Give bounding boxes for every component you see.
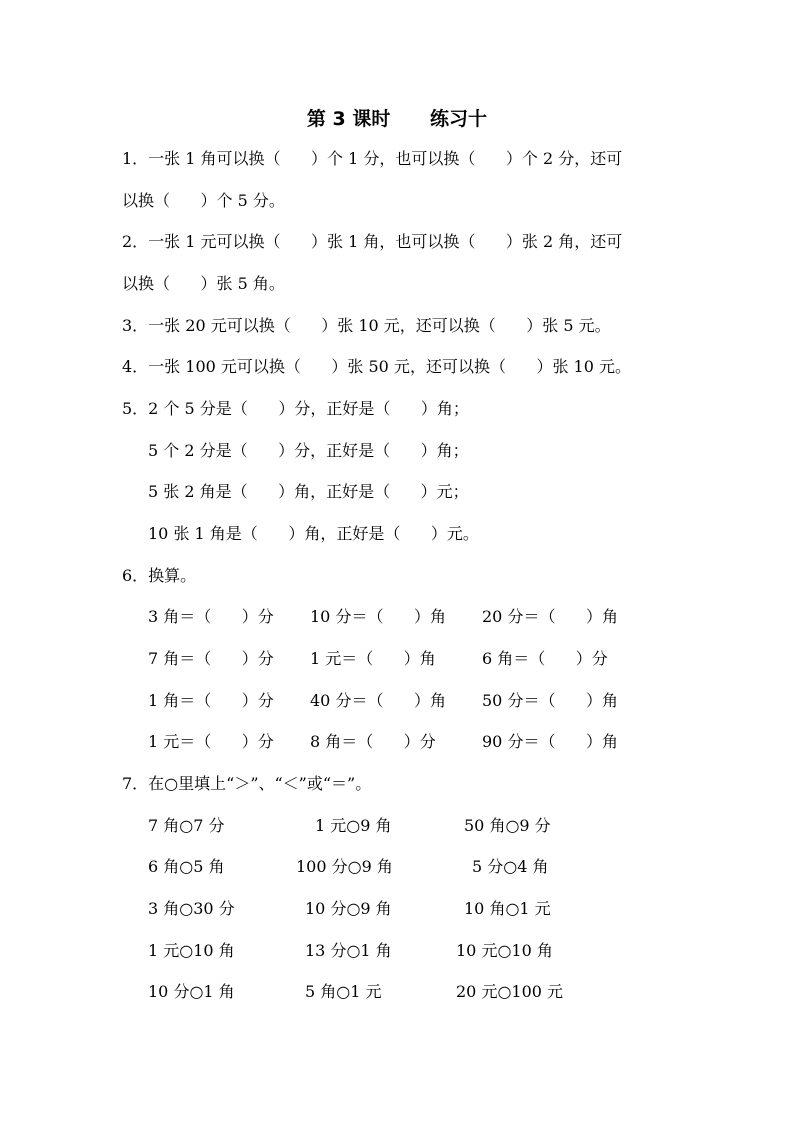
conversion-item: 40 分＝（ ）角 — [310, 691, 446, 710]
compare-item: 7 角○7 分 — [148, 816, 225, 835]
compare-item: 10 元○10 角 — [456, 941, 553, 960]
question-line: 以换（ ）个 5 分。 — [122, 191, 285, 210]
compare-item: 1 元○9 角 — [315, 816, 392, 835]
compare-item: 5 角○1 元 — [305, 982, 382, 1001]
compare-item: 13 分○1 角 — [305, 941, 392, 960]
conversion-item: 10 分＝（ ）角 — [310, 607, 446, 626]
page-title: 第 3 课时 练习十 — [306, 108, 488, 130]
conversion-item: 8 角＝（ ）分 — [310, 732, 436, 751]
question-line: 5．2 个 5 分是（ ）分，正好是（ ）角； — [122, 399, 469, 418]
conversion-item: 1 元＝（ ）角 — [310, 649, 436, 668]
question-line: 5 个 2 分是（ ）分，正好是（ ）角； — [148, 441, 469, 460]
question-line: 3．一张 20 元可以换（ ）张 10 元，还可以换（ ）张 5 元。 — [122, 316, 611, 335]
compare-item: 3 角○30 分 — [148, 899, 235, 918]
compare-item: 10 分○9 角 — [305, 899, 392, 918]
question-line: 1．一张 1 角可以换（ ）个 1 分，也可以换（ ）个 2 分，还可 — [122, 149, 623, 168]
question-line: 5 张 2 角是（ ）角，正好是（ ）元； — [148, 482, 469, 501]
question-7-heading: 7．在○里填上“＞”、“＜”或“＝”。 — [122, 774, 372, 793]
question-line: 以换（ ）张 5 角。 — [122, 274, 285, 293]
compare-item: 100 分○9 角 — [296, 857, 393, 876]
compare-item: 20 元○100 元 — [456, 982, 564, 1001]
compare-item: 10 分○1 角 — [148, 982, 235, 1001]
conversion-item: 3 角＝（ ）分 — [148, 607, 274, 626]
question-line: 2．一张 1 元可以换（ ）张 1 角，也可以换（ ）张 2 角，还可 — [122, 232, 623, 251]
compare-item: 6 角○5 角 — [148, 857, 225, 876]
question-line: 4．一张 100 元可以换（ ）张 50 元，还可以换（ ）张 10 元。 — [122, 357, 631, 376]
compare-item: 50 角○9 分 — [464, 816, 551, 835]
compare-item: 10 角○1 元 — [464, 899, 551, 918]
question-line: 10 张 1 角是（ ）角，正好是（ ）元。 — [148, 524, 479, 543]
conversion-item: 7 角＝（ ）分 — [148, 649, 274, 668]
conversion-item: 50 分＝（ ）角 — [482, 691, 618, 710]
conversion-item: 6 角＝（ ）分 — [482, 649, 608, 668]
conversion-item: 1 元＝（ ）分 — [148, 732, 274, 751]
compare-item: 5 分○4 角 — [472, 857, 549, 876]
conversion-item: 20 分＝（ ）角 — [482, 607, 618, 626]
compare-item: 1 元○10 角 — [148, 941, 235, 960]
conversion-item: 90 分＝（ ）角 — [482, 732, 618, 751]
question-line: 6．换算。 — [122, 566, 197, 585]
conversion-item: 1 角＝（ ）分 — [148, 691, 274, 710]
